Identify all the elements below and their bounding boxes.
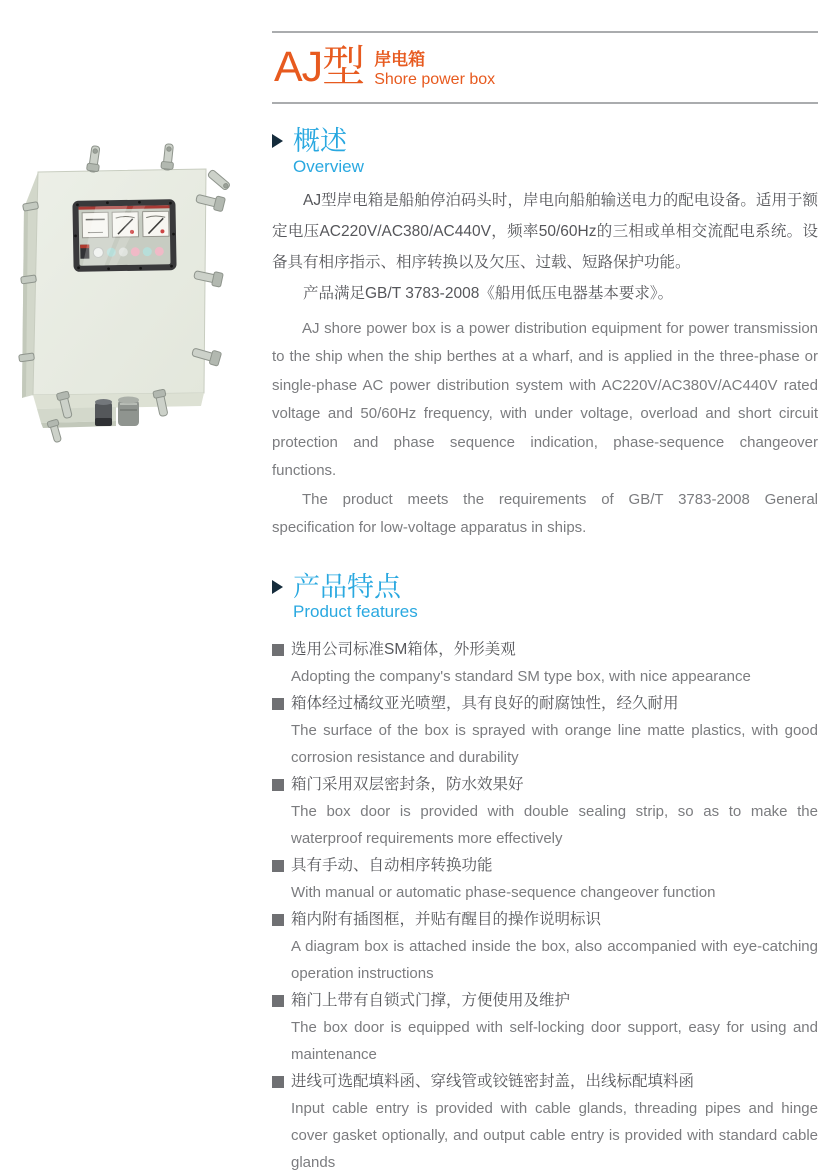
overview-section-header [272,127,818,176]
feature-zh-text: 选用公司标准SM箱体，外形美观 [291,641,516,658]
feature-en-text: With manual or automatic phase-sequence changeover function [272,879,818,906]
features-section-header [272,573,818,622]
feature-zh-text: 箱门采用双层密封条，防水效果好 [291,776,524,793]
feature-zh-text: 箱体经过橘纹亚光喷塑，具有良好的耐腐蚀性，经久耐用 [291,695,679,712]
section-arrow-icon [272,134,283,148]
features-title-en: Product features [293,602,818,622]
feature-zh-text: 具有手动、自动相序转换功能 [291,857,493,874]
feature-item [272,1068,818,1176]
product-name [374,46,495,90]
feature-zh-line [272,690,818,717]
feature-en-text: The surface of the box is sprayed with orange line matte plastics, with good corrosion resistance and durability [272,717,818,771]
bullet-square-icon [272,779,284,791]
bullet-square-icon [272,860,284,872]
feature-zh-line [272,1068,818,1095]
feature-item [272,987,818,1068]
product-model: AJ型 [274,46,364,89]
bullet-square-icon [272,1076,284,1088]
feature-zh-line [272,906,818,933]
section-arrow-icon [272,580,283,594]
overview-paragraph-en: The product meets the requirements of GB/T 3783-2008 General specification for low-voltage apparatus in ships. [272,486,818,543]
bullet-square-icon [272,698,284,710]
bullet-square-icon [272,995,284,1007]
overview-paragraph-zh: AJ型岸电箱是船舶停泊码头时，岸电向船舶输送电力的配电设备。适用于额定电压AC220V/AC380/AC440V，频率50/60Hz的三相或单相交流配电系统。设备具有相序指示、相序转换以及欠压、过载、短路保护功能。 [272,185,818,278]
feature-zh-line [272,987,818,1014]
shore-power-box-illustration [12,140,252,462]
feature-item [272,906,818,987]
bullet-square-icon [272,914,284,926]
overview-paragraph-en: AJ shore power box is a power distribution equipment for power transmission to the ship when the ship berthes at a wharf, and is applied in the three-phase or single-phase AC power distribution system with AC220V/AC380V/AC440V rated voltage and 50/60Hz frequency, with under voltage, overload and short circuit protection and phase sequence indication, phase-sequence changeover functions. [272,315,818,486]
feature-list [272,636,818,1176]
feature-zh-text: 进线可选配填料函、穿线管或铰链密封盖，出线标配填料函 [291,1073,694,1090]
feature-en-text: The box door is equipped with self-locking door support, easy for using and maintenance [272,1014,818,1068]
overview-title-zh: 概述 [293,127,818,155]
product-title [272,33,818,102]
feature-zh-line [272,636,818,663]
bullet-square-icon [272,644,284,656]
feature-zh-text: 箱门上带有自锁式门撑，方便使用及维护 [291,992,570,1009]
feature-en-text: The box door is provided with double sealing strip, so as to make the waterproof requirements more effectively [272,798,818,852]
feature-item [272,771,818,852]
analog-meter-icon [143,211,169,236]
feature-item [272,636,818,690]
feature-item [272,690,818,771]
feature-en-text: Adopting the company's standard SM type box, with nice appearance [272,663,818,690]
content-column [272,0,818,1176]
viewing-window [72,199,176,272]
feature-en-text: A diagram box is attached inside the box, also accompanied with eye-catching operation instructions [272,933,818,987]
divider [272,102,818,104]
features-title-zh: 产品特点 [293,573,818,601]
product-name-en: Shore power box [374,70,495,90]
product-photo [12,140,252,462]
feature-zh-line [272,852,818,879]
feature-item [272,852,818,906]
product-name-zh: 岸电箱 [374,49,495,70]
feature-en-text: Input cable entry is provided with cable glands, threading pipes and hinge cover gasket optionally, and output cable entry is provided with standard cable glands [272,1095,818,1176]
feature-zh-text: 箱内附有插图框，并贴有醒目的操作说明标识 [291,911,601,928]
overview-title-en: Overview [293,157,818,177]
feature-zh-line [272,771,818,798]
overview-paragraph-zh: 产品满足GB/T 3783-2008《船用低压电器基本要求》。 [272,278,818,309]
